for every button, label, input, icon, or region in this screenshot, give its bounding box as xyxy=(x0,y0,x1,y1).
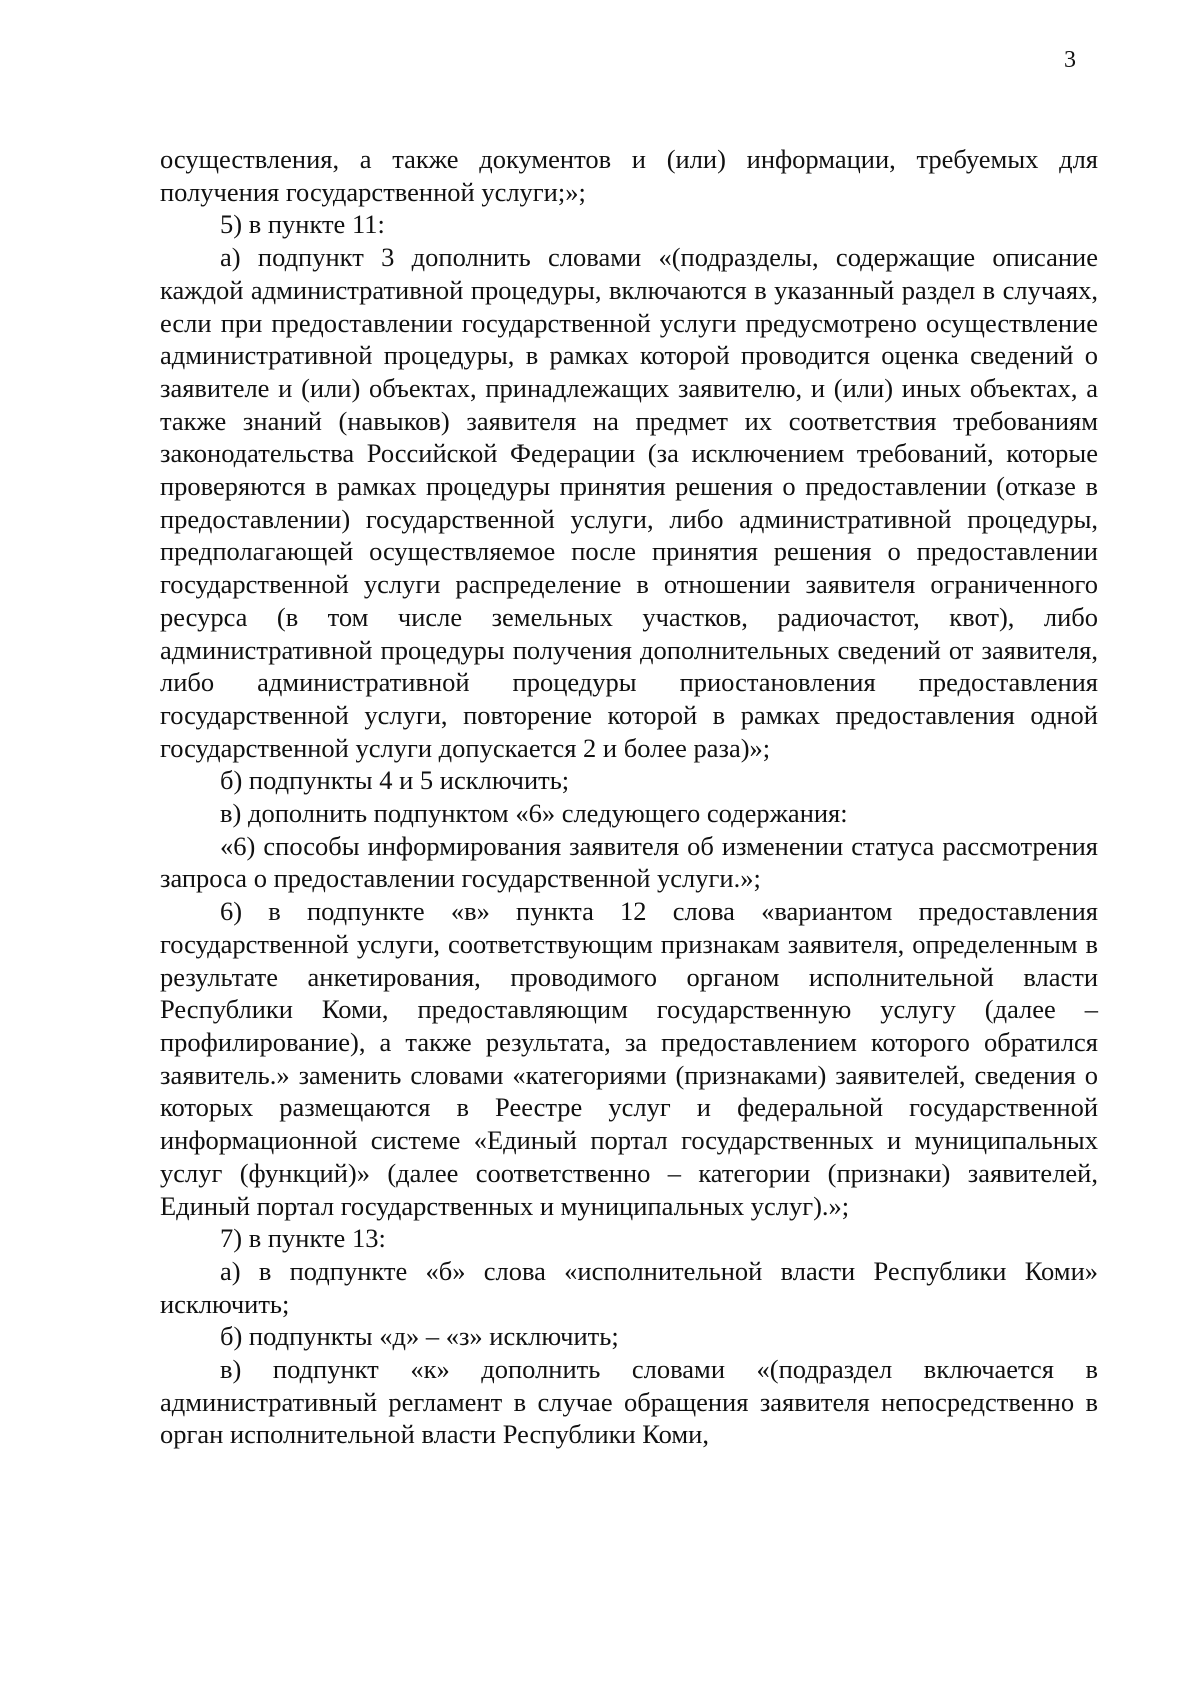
paragraph-item-6: 6) в подпункте «в» пункта 12 слова «вариантом предоставления государственной услуги, соответствующим признакам заявителя, определенным в результате анкетирования, проводимого органом исполнительной власти Республики Коми, предоставляющим государственную услугу (далее – профилирование), а также результата, за предоставлением которого обратился заявитель.» заменить словами «категориями (признаками) заявителей, сведения о которых размещаются в Реестре услуг и федеральной государственной информационной системе «Единый портал государственных и муниципальных услуг (функций)» (далее соответственно – категории (признаки) заявителей, Единый портал государственных и муниципальных услуг).»; xyxy=(160,896,1098,1221)
paragraph-subitem-7a: а) в подпункте «б» слова «исполнительной власти Республики Коми» исключить; xyxy=(160,1255,1098,1319)
paragraph-subitem-6-text: «6) способы информирования заявителя об изменении статуса рассмотрения запроса о предоставлении государственной услуги.»; xyxy=(160,830,1098,894)
paragraph-item-7: 7) в пункте 13: xyxy=(220,1223,386,1254)
paragraph-continuation: осуществления, а также документов и (или) информации, требуемых для получения государственной услуги;»; xyxy=(160,144,1098,207)
paragraph-item-5: 5) в пункте 11: xyxy=(220,209,385,240)
paragraph-subitem-5v: в) дополнить подпунктом «6» следующего содержания: xyxy=(220,798,848,829)
paragraph-subitem-5a: а) подпункт 3 дополнить словами «(подразделы, содержащие описание каждой административной процедуры, включаются в указанный раздел в случаях, если при предоставлении государственной услуги предусмотрено осуществление административной процедуры, в рамках которой проводится оценка сведений о заявителе и (или) объектах, принадлежащих заявителю, и (или) иных объектах, а также знаний (навыков) заявителя на предмет их соответствия требованиям законодательства Российской Федерации (за исключением требований, которые проверяются в рамках процедуры принятия решения о предоставлении (отказе в предоставлении) государственной услуги, либо административной процедуры, предполагающей осуществляемое после принятия решения о предоставлении государственной услуги распределение в отношении заявителя ограниченного ресурса (в том числе земельных участков, радиочастот, квот), либо административной процедуры получения дополнительных сведений от заявителя, либо административной процедуры приостановления предоставления государственной услуги, повторение которой в рамках предоставления одной государственной услуги допускается 2 и более раза)»; xyxy=(160,242,1098,763)
paragraph-subitem-7b: б) подпункты «д» – «з» исключить; xyxy=(220,1321,619,1352)
paragraph-subitem-5b: б) подпункты 4 и 5 исключить; xyxy=(220,765,570,796)
paragraph-subitem-7v: в) подпункт «к» дополнить словами «(подраздел включается в административный регламент в случае обращения заявителя непосредственно в орган исполнительной власти Республики Коми, xyxy=(160,1354,1098,1450)
document-body xyxy=(160,143,1098,1451)
page-number: 3 xyxy=(1064,47,1076,73)
